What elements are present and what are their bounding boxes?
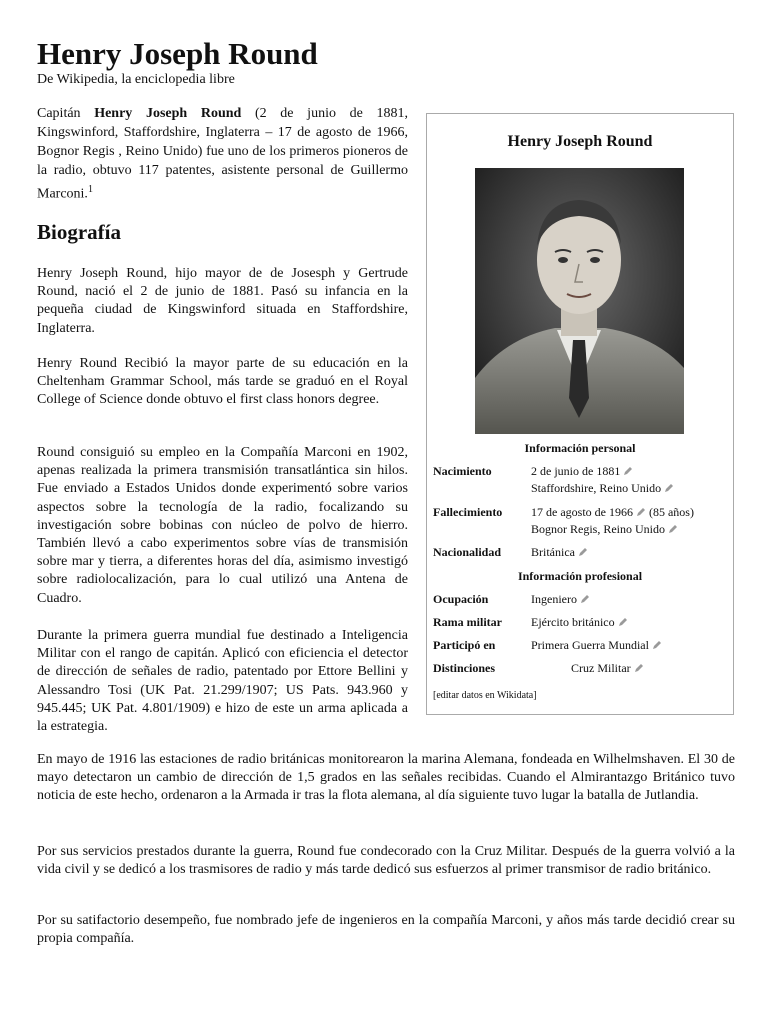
lead-prefix: Capitán — [37, 106, 95, 121]
value-fallecimiento — [531, 504, 727, 537]
label-participo: Participó en — [433, 638, 496, 652]
pencil-icon[interactable] — [578, 547, 588, 557]
lead-bold-name: Henry Joseph Round — [94, 106, 242, 121]
nacimiento-place[interactable]: Staffordshire, Reino Unido — [531, 480, 662, 495]
value-ocupacion — [531, 591, 727, 608]
paragraph-4: Durante la primera guerra mundial fue destinado a Inteligencia Militar con el rango de capitán. Aplicó con eficiencia el detector de dirección de señales de radio, patentado por Ettore Bellini y Alessandro Tosi (UK Pat. 21.299/1907; US Pats. 943.960 y 945.445; UK Pat. 4.801/1909) e hizo de este un arma aplicada a la estrategia. — [37, 628, 408, 735]
label-nacimiento: Nacimiento — [433, 464, 492, 478]
rama-value[interactable]: Ejército británico — [531, 615, 615, 629]
label-nacionalidad: Nacionalidad — [433, 545, 502, 559]
value-rama — [531, 614, 727, 631]
fallecimiento-place[interactable]: Bognor Regis, Reino Unido — [531, 521, 665, 536]
pencil-icon[interactable] — [580, 594, 590, 604]
nacionalidad-value[interactable]: Británica — [531, 545, 575, 559]
pencil-icon[interactable] — [623, 466, 633, 476]
infobox-section-personal: Información personal — [524, 441, 636, 455]
paragraph-7: Por su satifactorio desempeño, fue nombrado jefe de ingenieros en la compañía Marconi, y años más tarde decidió crear su propia compañía. — [37, 913, 735, 947]
pencil-icon[interactable] — [664, 483, 674, 493]
participo-value[interactable]: Primera Guerra Mundial — [531, 638, 649, 652]
edit-bracket-open: [ — [433, 690, 437, 701]
value-distinciones — [571, 660, 767, 677]
portrait-photo — [475, 168, 684, 434]
ocupacion-value[interactable]: Ingeniero — [531, 592, 577, 606]
pencil-icon[interactable] — [652, 640, 662, 650]
paragraph-3: Round consiguió su empleo en la Compañía Marconi en 1902, apenas realizada la primera transmisión transatlántica sin hilos. Fue enviado a Estados Unidos donde experimentó sobre varios aspectos sobre la tecnología de la radio, focalizando su investigación sobre bobinas con núcleo de polvo de hierro. También llevó a cabo experimentos sobre vías de transmisión sobre mar y tierra, a diferentes horas del día, asimismo investigó sobre radiolocalización, para lo cual utilizó una Antena de Cuadro. — [37, 445, 408, 606]
lead-text: (2 de junio de 1881, Kingswinford, Staffordshire, Inglaterra – 17 de agosto de 1966, Bognor Regis , Reino Unido) fue uno de los primeros pioneros de la radio, obtuvo 117 patentes, asistente personal de Guillermo Marconi. — [37, 106, 408, 202]
label-fallecimiento: Fallecimiento — [433, 505, 503, 519]
nacimiento-date[interactable]: 2 de junio de 1881 — [531, 464, 621, 478]
distinciones-value[interactable]: Cruz Militar — [571, 661, 631, 675]
page-title: Henry Joseph Round — [37, 36, 318, 71]
paragraph-6: Por sus servicios prestados durante la guerra, Round fue condecorado con la Cruz Militar. Después de la guerra volvió a la vida civil y se dedicó a los trasmisores de radio y más tarde dedicó sus esfuerzos al primer transmisor de radio británico. — [37, 844, 735, 878]
value-participo — [531, 637, 727, 654]
label-rama: Rama militar — [433, 615, 502, 629]
lead-paragraph — [37, 104, 408, 204]
pencil-icon[interactable] — [636, 507, 646, 517]
infobox-title: Henry Joseph Round — [507, 133, 653, 150]
pencil-icon[interactable] — [668, 524, 678, 534]
edit-wikidata-link[interactable]: editar datos en Wikidata — [436, 690, 534, 701]
wikidata-edit — [433, 690, 537, 701]
paragraph-5: En mayo de 1916 las estaciones de radio británicas monitorearon la marina Alemana, fondeada en Wilhelmshaven. El 30 de mayo detectaron un cambio de dirección de 1,5 grados en las señales recibidas. Cuando el Almirantazgo Británico tuvo noticia de este hecho, ordenaron a la Armada ir tras la flota alemana, al día siguiente tuvo lugar la batalla de Jutlandia. — [37, 752, 735, 804]
fallecimiento-date[interactable]: 17 de agosto de 1966 — [531, 505, 633, 519]
pencil-icon[interactable] — [634, 663, 644, 673]
value-nacimiento — [531, 463, 727, 496]
value-nacionalidad — [531, 544, 727, 561]
label-ocupacion: Ocupación — [433, 592, 489, 606]
infobox — [426, 113, 734, 715]
reference-link[interactable]: 1 — [87, 184, 93, 195]
page-subtitle: De Wikipedia, la enciclopedia libre — [37, 72, 235, 87]
fallecimiento-age: (85 años) — [645, 505, 694, 519]
paragraph-1: Henry Joseph Round, hijo mayor de de Josesph y Gertrude Round, nació el 2 de junio de 1881. Pasó su infancia en la pequeña ciudad de Kingswinford situada en Staffordshire, Inglaterra. — [37, 266, 408, 336]
label-distinciones: Distinciones — [433, 661, 496, 675]
edit-bracket-close: ] — [533, 690, 537, 701]
section-heading: Biografía — [37, 220, 121, 244]
paragraph-2: Henry Round Recibió la mayor parte de su educación en la Cheltenham Grammar School, más tarde se graduó en el Royal College of Science donde obtuvo el first class honors degree. — [37, 356, 408, 408]
pencil-icon[interactable] — [618, 617, 628, 627]
infobox-section-professional: Información profesional — [517, 569, 643, 583]
